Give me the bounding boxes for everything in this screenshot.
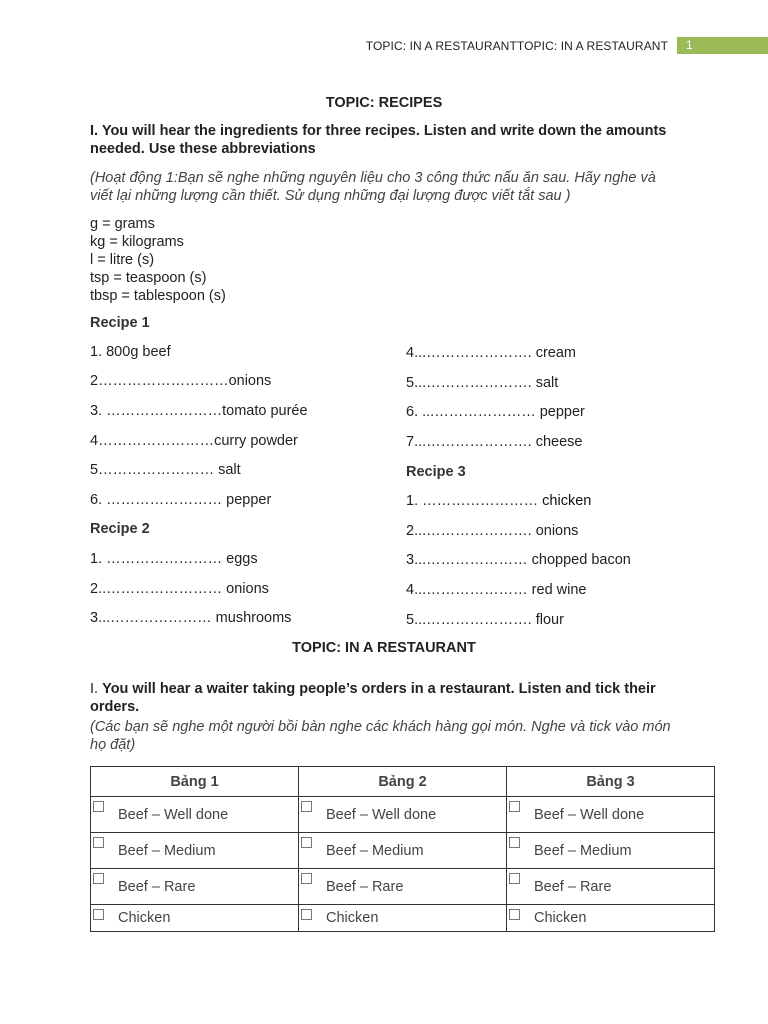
recipes-task-translation: (Hoạt động 1:Bạn sẽ nghe những nguyên liệu cho 3 công thức nấu ăn sau. Hãy nghe và viết lại những lượng cần thiết. Sử dụng những đại lượng được viết tắt sau ) [90, 170, 656, 204]
recipe-1-item: 6. …………………… pepper [90, 492, 272, 508]
recipe-2-item: 7...…………………. cheese [406, 434, 583, 450]
checkbox[interactable] [93, 873, 104, 884]
order-cell [507, 869, 715, 905]
order-label: Beef – Rare [118, 878, 196, 895]
checkbox[interactable] [509, 873, 520, 884]
recipe-2-item: 2..…………………… onions [90, 581, 269, 597]
order-label: Beef – Medium [326, 842, 424, 859]
order-cell [91, 905, 299, 932]
order-cell [507, 797, 715, 833]
restaurant-task-translation: (Các bạn sẽ nghe một người bồi bàn nghe các khách hàng gọi món. Nghe và tick vào món họ đặt) [90, 719, 671, 753]
task-number: I. [90, 123, 99, 139]
recipe-3-item: 4...………………… red wine [406, 582, 587, 598]
table-row [91, 905, 715, 932]
task-text: You will hear the ingredients for three recipes. Listen and write down the amounts needed. Use these abbreviations [90, 123, 667, 157]
order-cell [91, 833, 299, 869]
recipes-title: TOPIC: RECIPES [325, 95, 443, 111]
recipe-2-heading: Recipe 2 [90, 521, 150, 537]
abbreviation-item: tbsp = tablespoon (s) [90, 288, 226, 304]
abbreviation-list [90, 215, 680, 305]
running-header: TOPIC: IN A RESTAURANTTOPIC: IN A RESTAURANT [365, 39, 668, 53]
table-header-row [91, 767, 715, 797]
order-cell [507, 833, 715, 869]
order-label: Beef – Rare [534, 878, 612, 895]
recipe-3-item: 5...…………………. flour [406, 612, 564, 628]
recipe-1-item: 3. ……………………tomato purée [90, 403, 308, 419]
order-label: Beef – Well done [118, 806, 229, 823]
checkbox[interactable] [93, 837, 104, 848]
order-label: Beef – Medium [118, 842, 216, 859]
table-header-cell: Bảng 2 [299, 767, 507, 797]
order-cell [299, 797, 507, 833]
order-label: Chicken [534, 910, 587, 926]
checkbox[interactable] [509, 909, 520, 920]
recipe-2-item: 6. ...………………… pepper [406, 404, 585, 420]
checkbox[interactable] [301, 801, 312, 812]
order-cell [91, 797, 299, 833]
table-header-cell: Bảng 1 [91, 767, 299, 797]
checkbox[interactable] [301, 909, 312, 920]
abbreviation-item: tsp = teaspoon (s) [90, 270, 207, 286]
recipe-1-heading: Recipe 1 [90, 315, 150, 331]
checkbox[interactable] [93, 909, 104, 920]
table-row [91, 869, 715, 905]
recipe-1-item: 4……………………curry powder [90, 433, 298, 449]
recipe-3-item-blank: 1. …………………… [406, 493, 539, 509]
page-number-badge: 1 [677, 37, 768, 54]
recipe-3-item: 3...………………… chopped bacon [406, 552, 631, 568]
recipe-2-item: 1. …………………… eggs [90, 551, 258, 567]
task-number: I. [90, 681, 99, 697]
orders-table [90, 766, 715, 932]
recipe-2-item: 5...…………………. salt [406, 375, 559, 391]
order-label: Chicken [326, 910, 379, 926]
abbreviation-item: kg = kilograms [90, 234, 184, 250]
order-cell [299, 833, 507, 869]
order-label: Beef – Medium [534, 842, 632, 859]
task-text: You will hear a waiter taking people’s orders in a restaurant. Listen and tick their orders. [90, 681, 656, 715]
abbreviation-item: l = litre (s) [90, 252, 155, 268]
recipe-2-item: 4...…………………. cream [406, 345, 576, 361]
order-cell [299, 905, 507, 932]
table-row [91, 797, 715, 833]
order-cell [507, 905, 715, 932]
restaurant-title: TOPIC: IN A RESTAURANT [292, 640, 476, 656]
order-label: Beef – Well done [534, 806, 645, 823]
recipe-3-item: 2...…………………. onions [406, 523, 579, 539]
checkbox[interactable] [509, 837, 520, 848]
order-label: Beef – Rare [326, 878, 404, 895]
recipe-1-item: 2………………………onions [90, 373, 272, 389]
checkbox[interactable] [509, 801, 520, 812]
order-label: Beef – Well done [326, 806, 437, 823]
recipe-3-item-word: chicken [542, 493, 592, 509]
order-label: Chicken [118, 910, 171, 926]
recipe-2-item: 3...………………… mushrooms [90, 610, 292, 626]
checkbox[interactable] [301, 837, 312, 848]
table-row [91, 833, 715, 869]
recipe-1-item: 5…………………… salt [90, 462, 241, 478]
table-header-cell: Bảng 3 [507, 767, 715, 797]
recipe-3-heading: Recipe 3 [406, 464, 466, 480]
order-cell [91, 869, 299, 905]
checkbox[interactable] [93, 801, 104, 812]
checkbox[interactable] [301, 873, 312, 884]
recipe-1-item: 1. 800g beef [90, 344, 171, 360]
order-cell [299, 869, 507, 905]
recipes-task-instructions [90, 122, 680, 158]
abbreviation-item: g = grams [90, 216, 155, 232]
recipe-3-item [406, 493, 591, 509]
restaurant-task-instructions [90, 680, 680, 716]
